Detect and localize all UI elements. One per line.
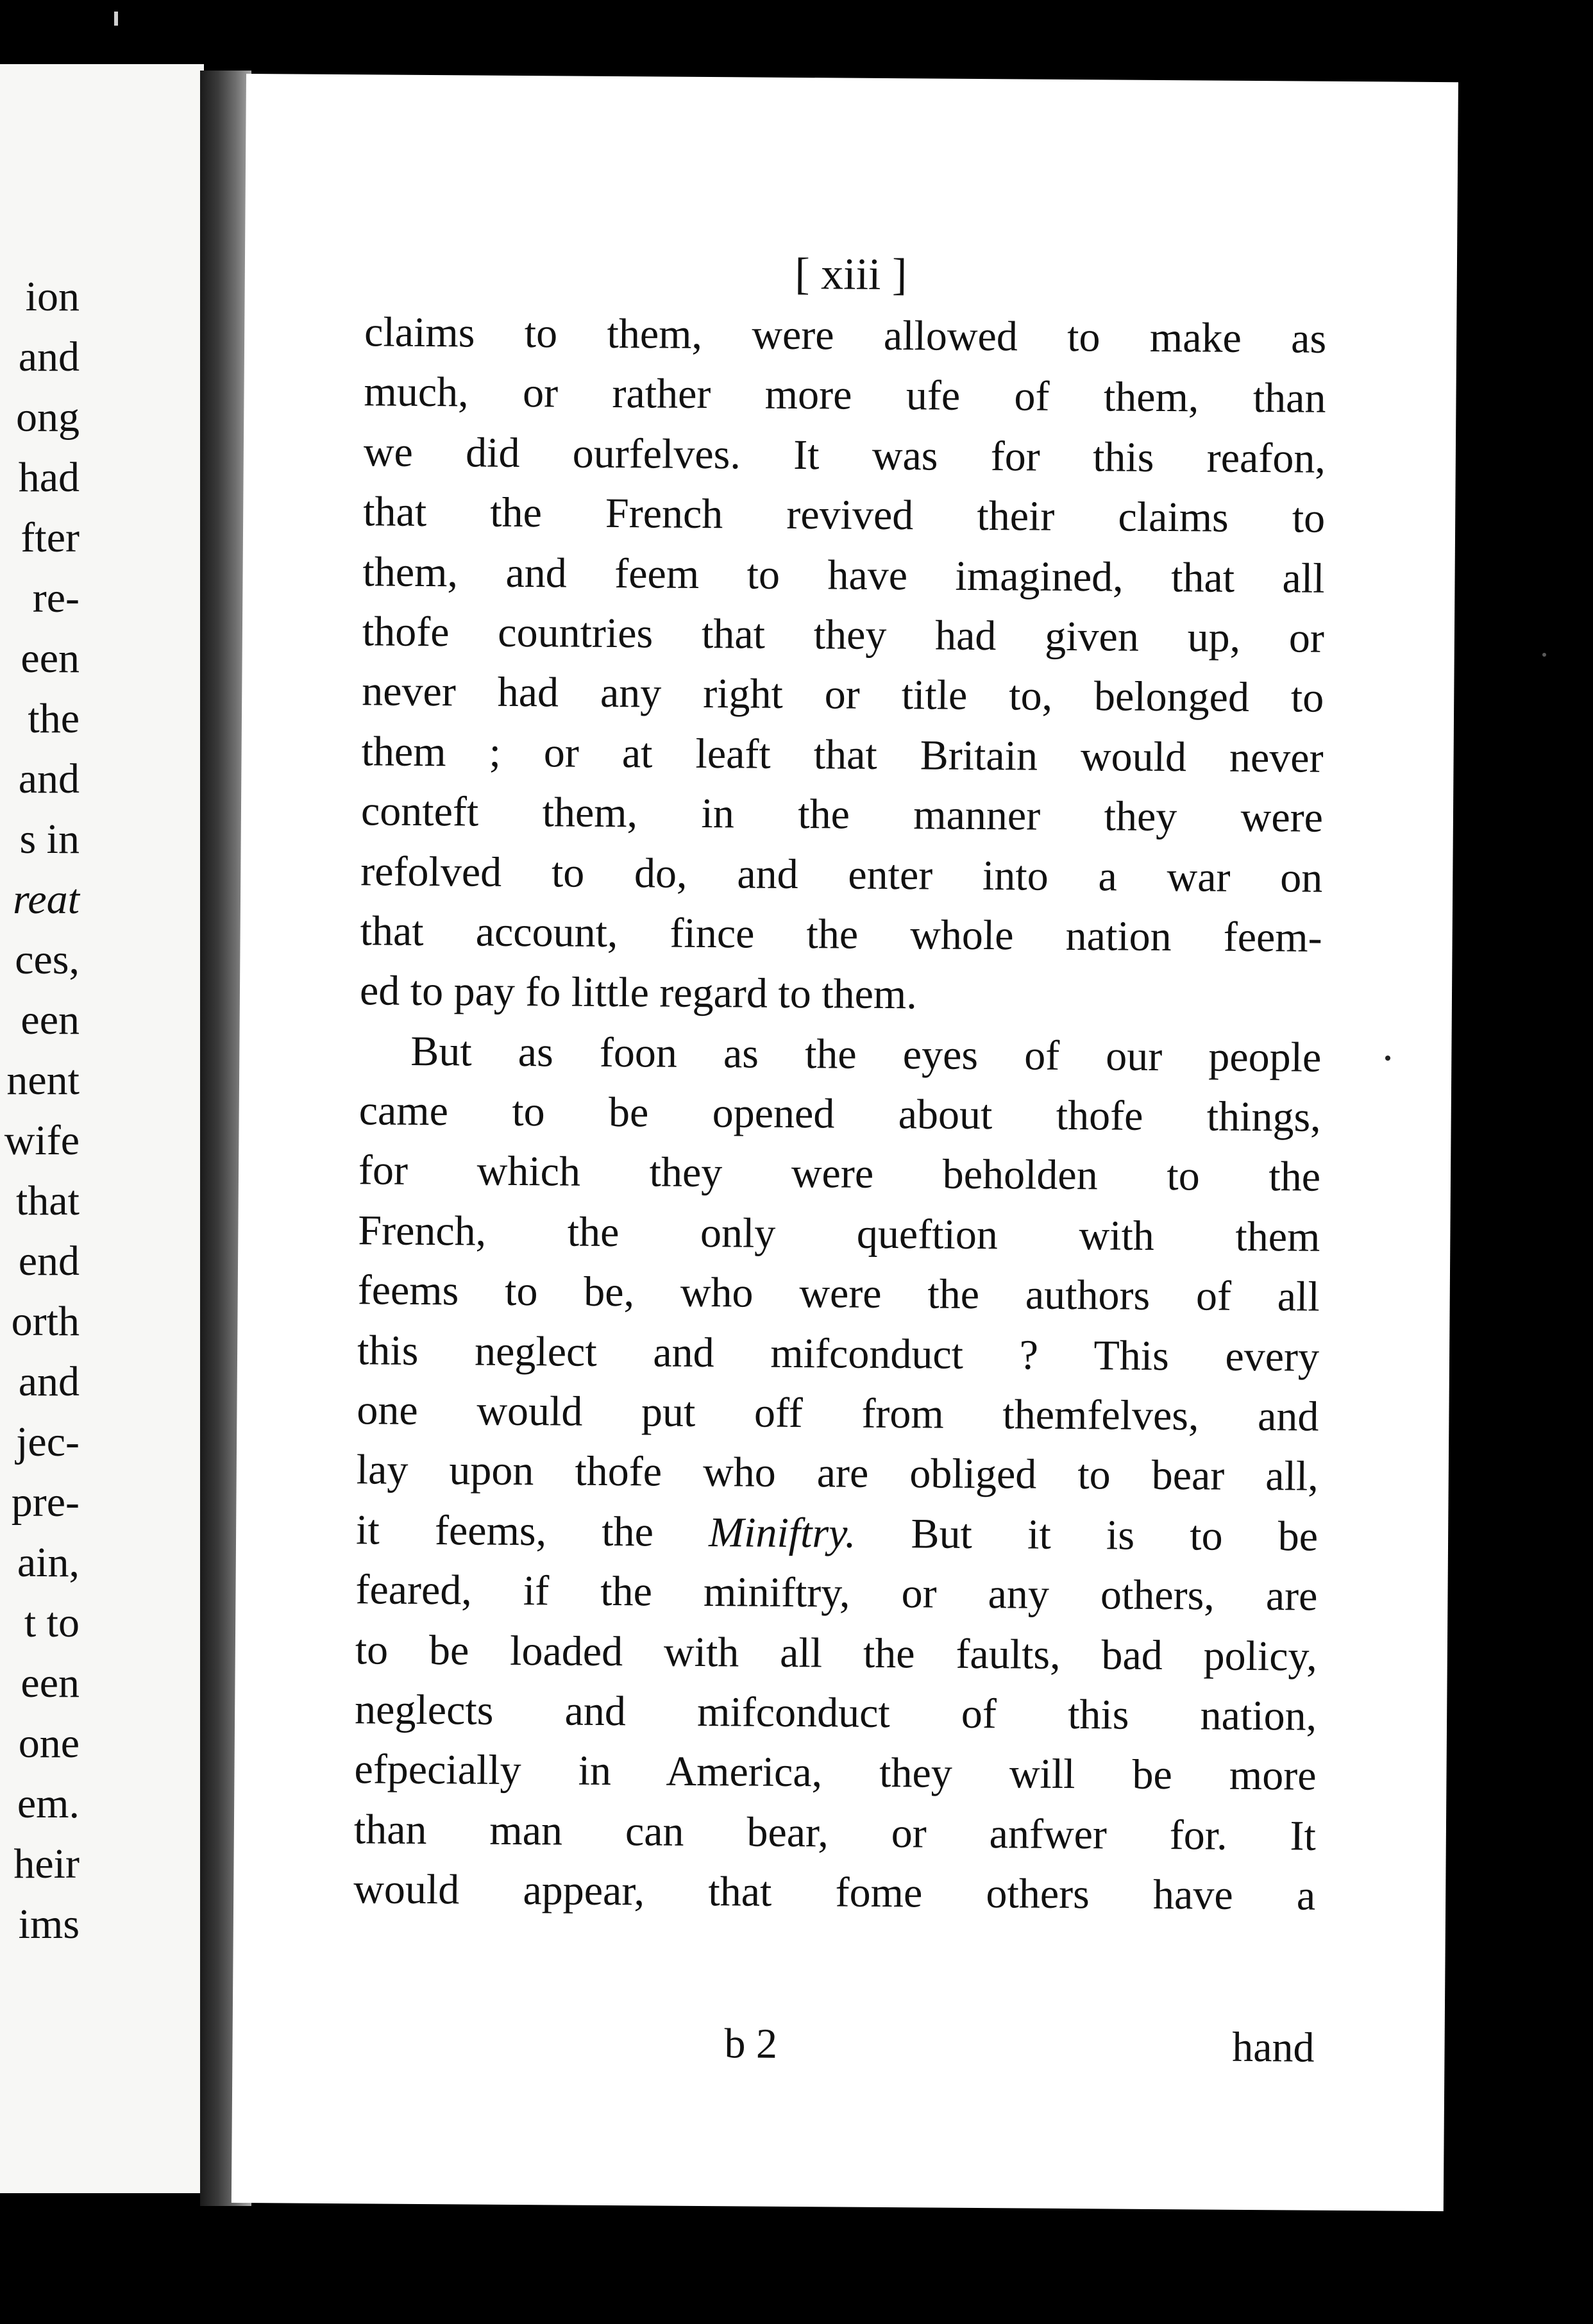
- facing-line-ending: een: [21, 1660, 80, 1706]
- text-segment: But it is to be: [911, 1510, 1319, 1560]
- page-number-header: [ xiii ]: [795, 249, 907, 300]
- text-line: would appear, that fome others have a: [353, 1865, 1316, 1919]
- text-line: claims to them, were allowed to make as: [364, 308, 1327, 362]
- text-line: one would put off from themfelves, and: [357, 1386, 1319, 1440]
- facing-line-ending: pre-: [11, 1479, 80, 1526]
- facing-line-ending: ces,: [15, 936, 80, 983]
- facing-line-ending: jec-: [16, 1419, 80, 1465]
- facing-line-ending: and: [18, 755, 80, 802]
- text-line: never had any right or title to, belonged to: [362, 668, 1324, 722]
- ink-speck: [1385, 1056, 1390, 1061]
- scan-artifact: [114, 12, 118, 26]
- facing-line-ending: ion: [25, 273, 80, 320]
- text-line: much, or rather more ufe of them, than: [364, 368, 1326, 423]
- facing-page-line-endings: [0, 64, 204, 2193]
- catchword: hand: [1232, 2023, 1315, 2071]
- text-line: to be loaded with all the faults, bad policy,: [355, 1626, 1318, 1680]
- facing-line-ending: fter: [21, 514, 80, 561]
- facing-line-ending: ong: [16, 394, 80, 441]
- text-line: refolved to do, and enter into a war on: [360, 847, 1323, 902]
- facing-line-ending: s in: [19, 816, 80, 863]
- facing-line-ending: one: [18, 1720, 80, 1767]
- signature-mark: b 2: [724, 2020, 778, 2067]
- facing-line-ending: reat: [13, 876, 80, 923]
- facing-line-ending: heir: [13, 1840, 80, 1887]
- text-line: than man can bear, or anfwer for. It: [353, 1806, 1317, 1860]
- text-line: thofe countries that they had given up, or: [362, 608, 1325, 662]
- facing-line-ending: orth: [11, 1298, 80, 1345]
- text-line: for which they were beholden to the: [358, 1147, 1321, 1201]
- facing-line-ending: end: [18, 1238, 80, 1284]
- paragraph-end-line: ed to pay fo little regard to them.: [359, 967, 917, 1018]
- facing-line-ending: em.: [17, 1780, 80, 1827]
- facing-line-ending: that: [16, 1177, 80, 1224]
- text-line: French, the only queftion with them: [358, 1207, 1320, 1261]
- text-line: conteft them, in the manner they were: [360, 787, 1324, 841]
- page-footer: [352, 2011, 1315, 2078]
- facing-line-ending: ain,: [17, 1539, 80, 1586]
- text-line: feems to be, who were the authors of all: [357, 1267, 1320, 1320]
- text-line: feared, if the miniftry, or any others, are: [355, 1566, 1318, 1620]
- facing-line-ending: had: [18, 454, 80, 501]
- facing-line-ending: een: [21, 997, 80, 1043]
- facing-line-ending: t to: [24, 1599, 80, 1646]
- facing-line-ending: een: [21, 635, 80, 682]
- text-line: them ; or at leaft that Britain would never: [361, 728, 1324, 782]
- facing-line-ending: and: [18, 1358, 80, 1405]
- text-line: neglects and mifconduct of this nation,: [354, 1686, 1317, 1740]
- text-line: this neglect and mifconduct ? This every: [357, 1326, 1320, 1381]
- facing-line-ending: re-: [32, 575, 80, 621]
- main-page: [232, 74, 1458, 2211]
- facing-page: [0, 64, 204, 2193]
- facing-line-ending: and: [18, 333, 80, 380]
- paragraph-start-line: But as foon as the eyes of our people: [410, 1027, 1322, 1081]
- text-line: them, and feem to have imagined, that all: [362, 548, 1325, 602]
- text-line: we did ourfelves. It was for this reafon,: [363, 428, 1326, 482]
- text-line: efpecially in America, they will be more: [354, 1746, 1317, 1800]
- text-line: lay upon thofe who are obliged to bear all,: [356, 1446, 1319, 1501]
- text-line: came to be opened about thofe things,: [358, 1087, 1321, 1141]
- italic-word-ministry: Miniftry.: [708, 1508, 856, 1557]
- text-line: that account, fince the whole nation feem-: [360, 907, 1322, 961]
- text-line: that the French revived their claims to: [362, 488, 1326, 542]
- facing-line-ending: nent: [6, 1057, 80, 1104]
- page-body-text: [353, 302, 1327, 1926]
- facing-line-ending: wife: [4, 1117, 80, 1164]
- text-line-with-italic: [356, 1500, 1319, 1567]
- facing-line-ending: the: [28, 695, 80, 742]
- facing-line-ending: ims: [18, 1901, 80, 1948]
- ink-speck: [1542, 653, 1546, 657]
- text-segment: it feems, the: [355, 1506, 654, 1556]
